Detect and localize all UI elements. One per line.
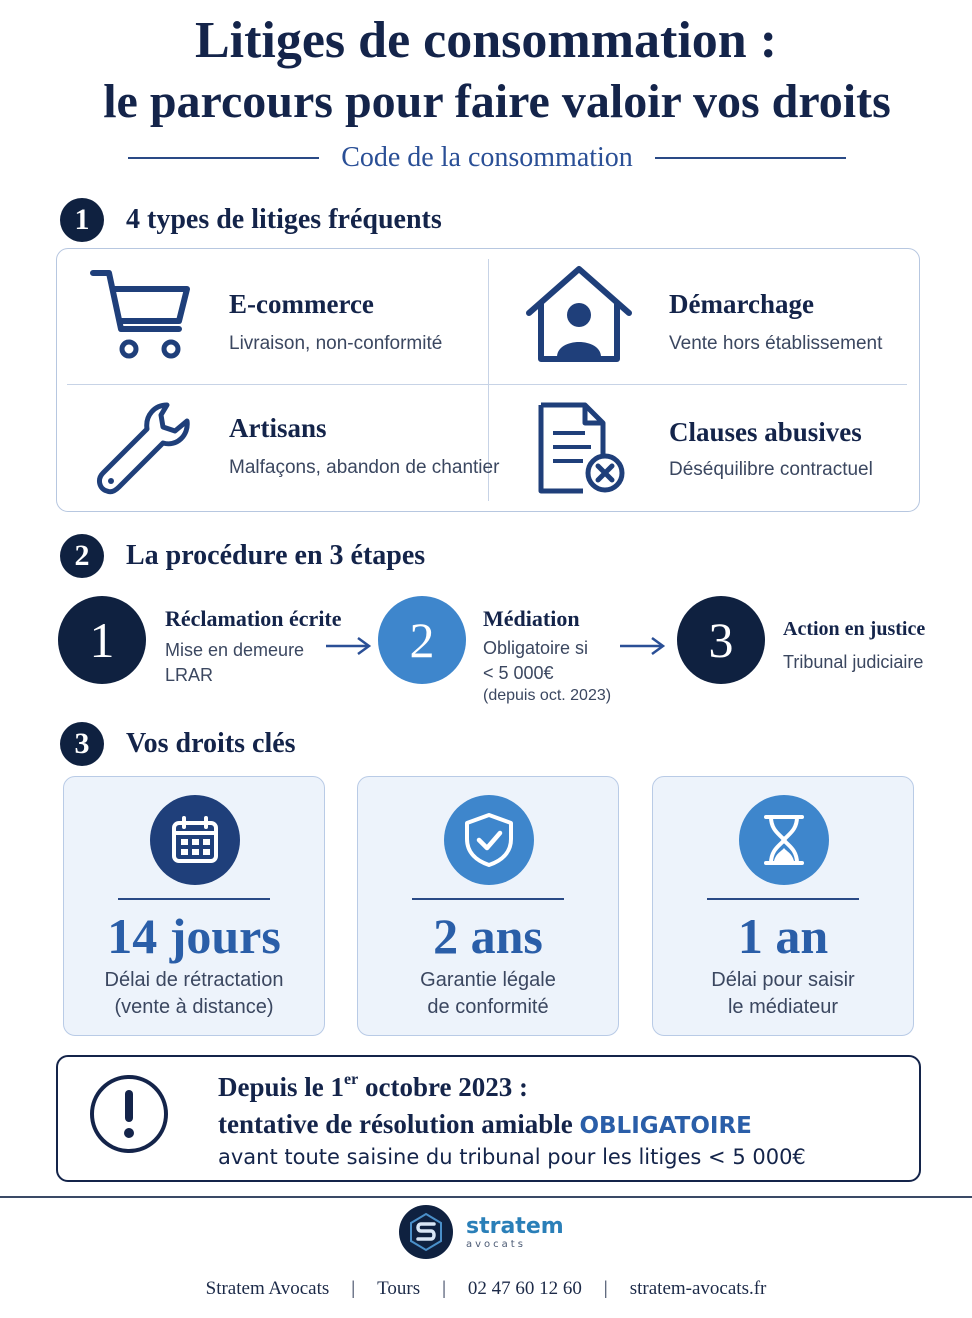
stratem-logo-icon [398,1204,454,1260]
footer-separator: | [442,1278,446,1299]
calendar-icon [150,795,240,885]
type-title-demarchage: Démarchage [669,289,814,319]
arrow-right-icon [324,636,372,656]
type-title-artisans: Artisans [229,413,327,443]
litiges-types-box [56,248,920,512]
section-title: 4 types de litiges fréquents [126,204,442,235]
subtitle-row [128,140,846,176]
page-title: Litiges de consommation : [194,12,778,69]
step-1-line: LRAR [165,665,214,685]
type-desc-demarchage: Vente hors établissement [669,333,883,354]
footer-phone[interactable]: 02 47 60 12 60 [467,1278,582,1299]
section-title: La procédure en 3 étapes [126,540,426,571]
wrench-icon [93,401,193,497]
shield-check-icon [444,795,534,885]
notice-text: Depuis le 1 [218,1072,345,1102]
card-value: 14 jours [107,908,281,964]
section-number: 1 [60,198,104,242]
notice-text: octobre 2023 : [358,1072,528,1102]
brand-tag: avocats [466,1238,526,1250]
section-number: 2 [60,534,104,578]
card-value: 1 an [737,908,829,964]
notice-superscript: er [344,1071,359,1088]
card-desc: le médiateur [727,996,839,1018]
brand-name: stratem [466,1213,564,1239]
step-2-circle: 2 [378,596,466,684]
subtitle: Code de la consommation [341,142,633,173]
brand-text [466,1215,564,1250]
section-2-header [60,534,425,578]
footer-website-link[interactable]: stratem-avocats.fr [629,1278,767,1299]
step-3-circle: 3 [677,596,765,684]
step-1-title: Réclamation écrite [165,606,342,631]
card-value: 2 ans [433,908,543,964]
divider-left [128,157,319,159]
brand-logo [398,1204,564,1260]
type-desc-artisans: Malfaçons, abandon de chantier [229,457,500,478]
divider [707,898,859,900]
notice-text: tentative de résolution amiable [218,1109,580,1139]
footer-city: Tours [377,1278,421,1299]
notice-line-2 [218,1109,752,1140]
step-1-line: Mise en demeure [165,640,305,660]
footer-contact [0,1278,972,1300]
section-number: 3 [60,722,104,766]
notice-line-1 [218,1071,528,1103]
type-desc-ecommerce: Livraison, non-conformité [229,333,443,354]
step-3-title: Action en justice [783,618,926,640]
notice-line-3: avant toute saisine du tribunal pour les litiges < 5 000€ [218,1145,806,1169]
footer-divider [0,1196,972,1198]
arrow-right-icon [618,636,666,656]
card-desc: Délai de rétractation [104,969,284,991]
step-2-line: < 5 000€ [483,663,554,683]
step-3-line: Tribunal judiciaire [783,652,924,672]
document-cross-icon [535,401,631,497]
section-1-header [60,198,442,242]
card-desc: (vente à distance) [114,996,274,1018]
divider [67,384,907,385]
step-1-circle: 1 [58,596,146,684]
divider [412,898,564,900]
house-person-icon [525,263,633,363]
exclamation-icon [88,1073,170,1155]
type-desc-clauses: Déséquilibre contractuel [669,459,873,480]
step-2-title: Médiation [483,606,580,631]
footer-firm: Stratem Avocats [205,1278,330,1299]
type-title-clauses: Clauses abusives [669,417,862,447]
right-card-garantie [357,776,619,1036]
shopping-cart-icon [89,265,193,361]
card-desc: de conformité [427,996,549,1018]
notice-box [56,1055,921,1182]
footer-separator: | [603,1278,608,1299]
right-card-mediateur [652,776,914,1036]
section-title: Vos droits clés [126,728,296,759]
divider [118,898,270,900]
card-desc: Garantie légale [420,969,556,991]
notice-highlight: OBLIGATOIRE [579,1113,752,1139]
type-title-ecommerce: E-commerce [229,289,374,319]
section-3-header [60,722,296,766]
page-subtitle-line: le parcours pour faire valoir vos droits [103,75,891,128]
card-desc: Délai pour saisir [711,969,855,991]
step-2-line: Obligatoire si [483,638,589,658]
divider-right [655,157,846,159]
footer-separator: | [351,1278,356,1299]
hourglass-icon [739,795,829,885]
step-2-note: (depuis oct. 2023) [483,687,612,704]
right-card-retractation [63,776,325,1036]
